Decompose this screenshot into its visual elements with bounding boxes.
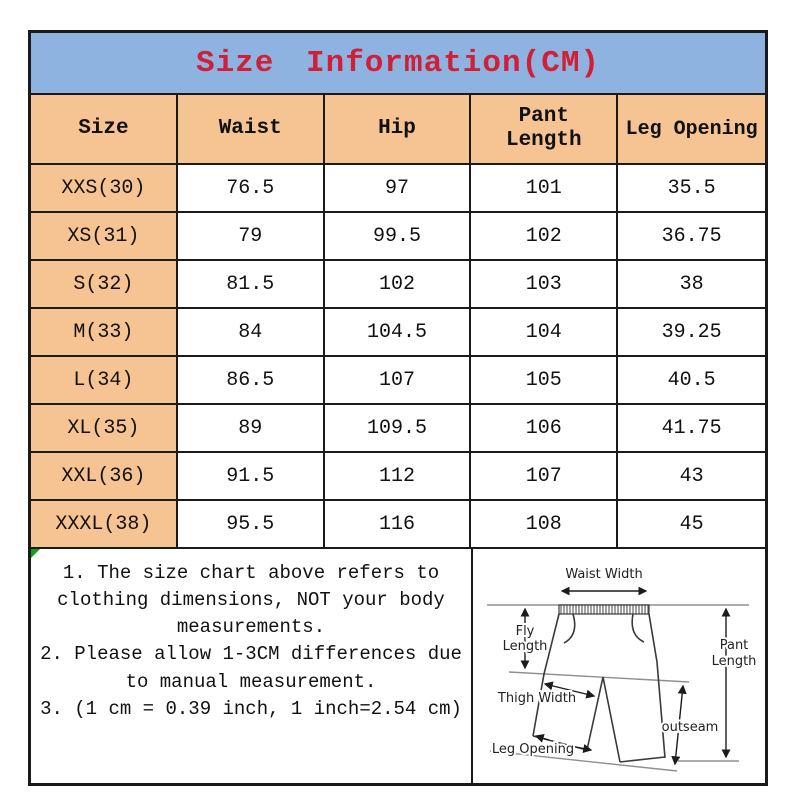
size-cell: XL(35) xyxy=(31,405,178,453)
leg-opening-cell: 43 xyxy=(618,453,765,501)
col-header-hip: Hip xyxy=(325,95,472,165)
hip-cell: 102 xyxy=(325,261,472,309)
hip-cell: 116 xyxy=(325,501,472,549)
shorts-outline xyxy=(533,605,665,762)
thigh-width-label: Thigh Width xyxy=(497,691,577,706)
waistband xyxy=(559,605,649,614)
leg-opening-cell: 45 xyxy=(618,501,765,549)
size-cell: XXL(36) xyxy=(31,453,178,501)
hip-cell: 99.5 xyxy=(325,213,472,261)
chart-title: Size Information(CM) xyxy=(31,33,765,95)
hip-cell: 112 xyxy=(325,453,472,501)
inseam-v xyxy=(587,677,620,762)
size-cell: L(34) xyxy=(31,357,178,405)
right-hem xyxy=(620,757,665,762)
waist-cell: 95.5 xyxy=(178,501,325,549)
waist-cell: 91.5 xyxy=(178,453,325,501)
left-pocket-curve xyxy=(564,614,575,643)
leg-opening-cell: 40.5 xyxy=(618,357,765,405)
note-line: 1. The size chart above refers to clothing dimensions, NOT your body measurements. xyxy=(57,562,445,639)
measurement-notes xyxy=(31,549,473,783)
pant-length-cell: 105 xyxy=(471,357,618,405)
size-cell: XXS(30) xyxy=(31,165,178,213)
right-pocket-curve xyxy=(632,614,644,642)
size-cell: S(32) xyxy=(31,261,178,309)
waist-width-label: Waist Width xyxy=(565,567,643,582)
pant-length-cell: 102 xyxy=(471,213,618,261)
leg-opening-cell: 36.75 xyxy=(618,213,765,261)
leg-opening-cell: 35.5 xyxy=(618,165,765,213)
pant-length-cell: 101 xyxy=(471,165,618,213)
fly-length-label-line1: Fly xyxy=(515,624,535,639)
crotch-reference-line xyxy=(509,672,689,682)
pant-length-cell: 108 xyxy=(471,501,618,549)
note-line: 3. (1 cm = 0.39 inch, 1 inch=2.54 cm) xyxy=(40,697,462,720)
waist-cell: 79 xyxy=(178,213,325,261)
pant-length-cell: 106 xyxy=(471,405,618,453)
pant-length-cell: 107 xyxy=(471,453,618,501)
leg-opening-cell: 39.25 xyxy=(618,309,765,357)
pant-length-label-line1: Pant xyxy=(719,638,749,653)
hip-cell: 104.5 xyxy=(325,309,472,357)
size-cell: XXXL(38) xyxy=(31,501,178,549)
leg-opening-cell: 41.75 xyxy=(618,405,765,453)
col-header-pant-length: Pant Length xyxy=(471,95,618,165)
hip-cell: 97 xyxy=(325,165,472,213)
excel-corner-marker xyxy=(31,549,40,558)
size-chart xyxy=(28,30,768,786)
col-header-leg-opening: Leg Opening xyxy=(618,95,765,165)
size-cell: M(33) xyxy=(31,309,178,357)
pant-length-cell: 103 xyxy=(471,261,618,309)
shorts-diagram-svg xyxy=(473,549,765,783)
pant-length-label-line2: Length xyxy=(711,654,757,669)
waist-cell: 81.5 xyxy=(178,261,325,309)
outseam-label: outseam xyxy=(661,720,719,735)
note-line: 2. Please allow 1-3CM differences due to manual measurement. xyxy=(40,643,462,693)
footer-section xyxy=(31,549,765,783)
hip-cell: 107 xyxy=(325,357,472,405)
leg-opening-cell: 38 xyxy=(618,261,765,309)
leg-opening-label: Leg Opening xyxy=(491,742,575,757)
pant-length-cell: 104 xyxy=(471,309,618,357)
right-outer-seam xyxy=(649,614,665,758)
size-cell: XS(31) xyxy=(31,213,178,261)
waist-cell: 89 xyxy=(178,405,325,453)
shorts-measurement-diagram xyxy=(473,549,765,783)
col-header-waist: Waist xyxy=(178,95,325,165)
fly-length-label-line2: Length xyxy=(502,639,548,654)
size-table xyxy=(31,95,765,549)
col-header-size: Size xyxy=(31,95,178,165)
hip-cell: 109.5 xyxy=(325,405,472,453)
waist-cell: 84 xyxy=(178,309,325,357)
waist-cell: 86.5 xyxy=(178,357,325,405)
waist-cell: 76.5 xyxy=(178,165,325,213)
